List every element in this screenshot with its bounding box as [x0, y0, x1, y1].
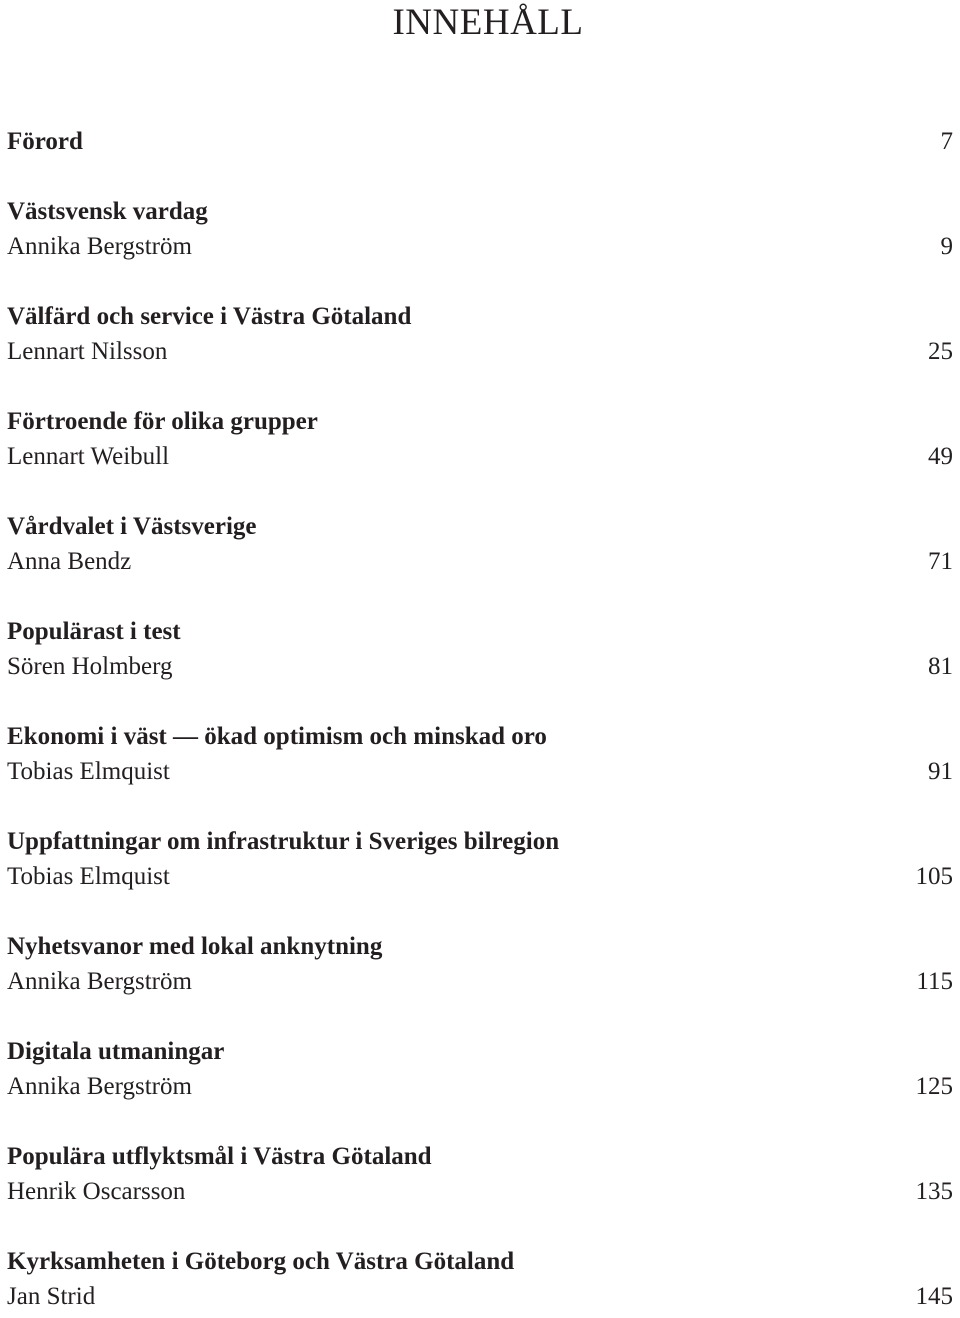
toc-entry — [7, 825, 953, 895]
toc-entry-title: Förord — [7, 128, 83, 155]
toc-entry-author: Tobias Elmquist — [7, 758, 170, 785]
toc-entry-author: Sören Holmberg — [7, 653, 173, 680]
toc-entry-title: Uppfattningar om infrastruktur i Sveriges bilregion — [7, 828, 560, 855]
toc-entry-author: Henrik Oscarsson — [7, 1178, 186, 1205]
toc-entry-author: Lennart Weibull — [7, 443, 170, 470]
toc-entry-page: 91 — [928, 758, 953, 785]
toc-entry-page: 115 — [916, 968, 953, 995]
toc-entry-author: Jan Strid — [7, 1283, 96, 1310]
toc-entry-author: Annika Bergström — [7, 1073, 192, 1100]
toc-entry-page: 49 — [928, 443, 953, 470]
toc-entry-title: Vårdvalet i Västsverige — [7, 513, 257, 540]
toc-entry-page: 81 — [928, 653, 953, 680]
toc-entry-author: Tobias Elmquist — [7, 863, 170, 890]
toc-entry-forord — [7, 125, 953, 195]
toc-entry-title: Nyhetsvanor med lokal anknytning — [7, 933, 383, 960]
toc-entry-page: 25 — [928, 338, 953, 365]
toc-entry-title: Populärast i test — [7, 618, 181, 645]
toc-entry — [7, 1140, 953, 1210]
toc-entry — [7, 615, 953, 685]
toc-entry-page: 7 — [940, 128, 953, 155]
toc-entry — [7, 510, 953, 580]
toc-entry-title: Förtroende för olika grupper — [7, 408, 318, 435]
toc-entry — [7, 720, 953, 790]
toc-entry-author: Anna Bendz — [7, 548, 132, 575]
toc-entry-page: 125 — [915, 1073, 953, 1100]
toc-entry-page: 145 — [915, 1283, 953, 1310]
toc-entry-title: Digitala utmaningar — [7, 1038, 225, 1065]
toc-entry-author: Annika Bergström — [7, 968, 192, 995]
toc-entry-title: Ekonomi i väst — ökad optimism och minskad oro — [7, 723, 547, 750]
toc-entry-title: Välfärd och service i Västra Götaland — [7, 303, 412, 330]
toc-entry — [7, 300, 953, 370]
toc-entry — [7, 930, 953, 1000]
page-title: INNEHÅLL — [392, 2, 584, 43]
toc-entry-page: 135 — [915, 1178, 953, 1205]
toc-entry-page: 71 — [928, 548, 953, 575]
toc-entry-page: 9 — [940, 233, 953, 260]
toc-entry-page: 105 — [915, 863, 953, 890]
toc-entry — [7, 405, 953, 475]
toc-entry — [7, 1035, 953, 1105]
toc-entry-title: Kyrksamheten i Göteborg och Västra Götaland — [7, 1248, 515, 1275]
toc-entry-title: Populära utflyktsmål i Västra Götaland — [7, 1143, 432, 1170]
toc-entry-title: Västsvensk vardag — [7, 198, 208, 225]
toc-entry — [7, 1245, 953, 1315]
toc-entry-author: Annika Bergström — [7, 233, 192, 260]
toc-entry — [7, 195, 953, 265]
toc-entry-author: Lennart Nilsson — [7, 338, 168, 365]
